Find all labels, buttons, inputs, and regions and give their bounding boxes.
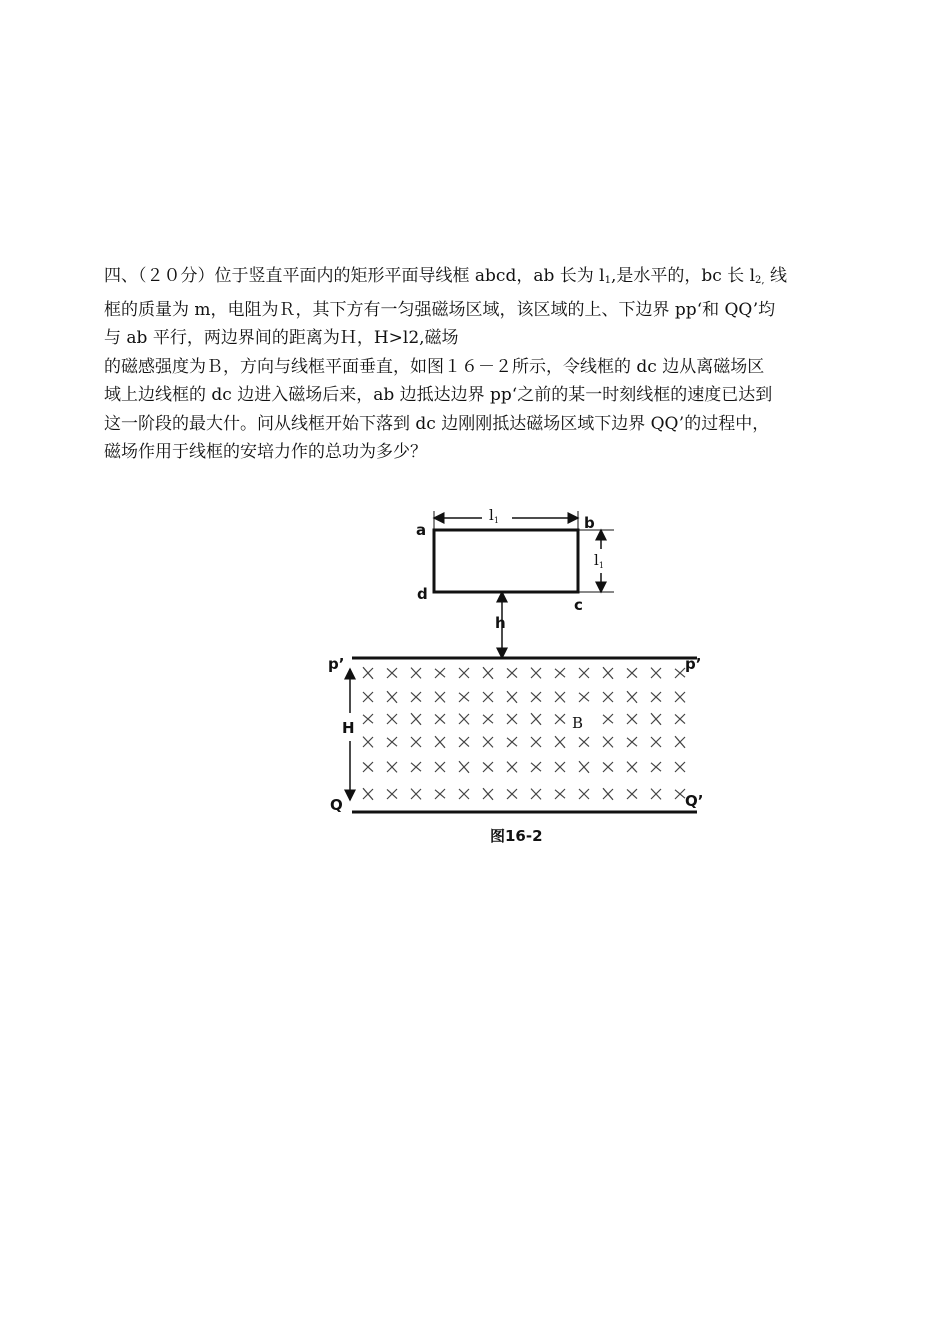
field-cross-mark xyxy=(531,692,541,702)
field-cross-mark xyxy=(555,789,565,799)
field-cross-mark xyxy=(411,762,421,772)
field-cross-mark xyxy=(459,668,469,678)
field-cross-mark xyxy=(603,762,613,772)
l1-subscript: 1 xyxy=(604,275,611,286)
field-cross-mark xyxy=(363,667,373,679)
problem-line-3: 与 ab 平行，两边界间的距离为Ｈ，H>l2,磁场 xyxy=(104,328,459,348)
field-cross-mark xyxy=(483,692,493,702)
H-label: H xyxy=(342,719,355,737)
line1-part-b: ,是水平的，bc 长 l xyxy=(610,266,756,286)
field-cross-mark xyxy=(435,668,445,678)
field-cross-mark xyxy=(459,692,469,702)
field-cross-mark xyxy=(363,762,373,772)
field-cross-mark xyxy=(579,737,589,747)
field-cross-mark xyxy=(555,668,565,678)
figure-16-2 xyxy=(322,497,712,857)
field-cross-mark xyxy=(387,737,397,747)
field-cross-mark xyxy=(675,762,685,772)
field-cross-mark xyxy=(435,692,445,703)
l2-subscript: 2, xyxy=(755,275,765,286)
field-cross-mark xyxy=(627,737,637,747)
field-cross-mark xyxy=(603,788,613,800)
field-cross-mark xyxy=(675,736,685,748)
field-cross-mark xyxy=(435,789,445,799)
field-cross-mark xyxy=(411,692,421,702)
field-cross-mark xyxy=(531,713,541,725)
field-cross-mark xyxy=(531,762,541,772)
field-cross-mark xyxy=(651,737,661,747)
field-cross-mark xyxy=(555,762,565,772)
q-left-label: Q xyxy=(330,796,343,814)
field-cross-mark xyxy=(627,789,637,799)
field-cross-mark xyxy=(435,762,445,772)
field-cross-mark xyxy=(675,692,685,703)
field-cross-mark xyxy=(651,668,661,679)
magnetic-field-crosses xyxy=(363,667,685,800)
field-cross-mark xyxy=(459,761,469,773)
field-cross-mark xyxy=(483,737,493,748)
figure-caption: 图16-2 xyxy=(490,827,543,845)
field-cross-mark xyxy=(651,692,661,702)
field-cross-mark xyxy=(531,789,541,800)
problem-text xyxy=(104,262,864,467)
line1-part-c: 线 xyxy=(764,266,787,286)
problem-line-5: 域上边线框的 dc 边进入磁场后来，ab 边抵达边界 pp‘之前的某一时刻线框的速度已达到 xyxy=(104,385,773,405)
field-cross-mark xyxy=(675,668,685,678)
field-cross-mark xyxy=(459,789,469,799)
p-left-label: p’ xyxy=(328,655,345,673)
field-cross-mark xyxy=(555,692,565,703)
field-cross-mark xyxy=(483,788,493,800)
field-cross-mark xyxy=(627,668,637,678)
field-cross-mark xyxy=(387,762,397,773)
field-cross-mark xyxy=(627,714,637,724)
q-right-label: Q’ xyxy=(685,792,704,810)
field-cross-mark xyxy=(363,737,373,748)
field-cross-mark xyxy=(555,736,565,748)
corner-c-label: c xyxy=(574,596,583,614)
problem-line-6: 这一阶段的最大什。问从线框开始下落到 dc 边刚刚抵达磁场区域下边界 QQ’的过程中， xyxy=(104,413,770,434)
problem-line-4: 的磁感强度为Ｂ，方向与线框平面垂直，如图１６－２所示，令线框的 dc 边从离磁场区 xyxy=(104,356,765,377)
corner-a-label: a xyxy=(416,521,427,539)
field-cross-mark xyxy=(531,668,541,679)
field-cross-mark xyxy=(387,668,397,678)
field-cross-mark xyxy=(555,714,565,724)
field-cross-mark xyxy=(507,668,517,678)
l2-label: $l_1$ xyxy=(594,551,604,570)
field-cross-mark xyxy=(363,788,373,800)
B-label: B xyxy=(572,714,584,732)
field-cross-mark xyxy=(507,714,517,724)
field-cross-mark xyxy=(603,692,613,702)
field-cross-mark xyxy=(411,668,421,679)
field-cross-mark xyxy=(411,737,421,747)
field-cross-mark xyxy=(387,714,397,724)
field-cross-mark xyxy=(387,691,397,703)
problem-line-2: 框的质量为 m，电阻为Ｒ，其下方有一匀强磁场区域，该区域的上、下边界 pp‘和 QQ’均 xyxy=(104,299,776,320)
field-cross-mark xyxy=(507,789,517,799)
field-cross-mark xyxy=(675,714,685,724)
field-cross-mark xyxy=(651,789,661,800)
field-cross-mark xyxy=(579,668,589,678)
field-cross-mark xyxy=(459,714,469,725)
field-cross-mark xyxy=(579,761,589,773)
corner-b-label: b xyxy=(584,514,595,532)
field-cross-mark xyxy=(483,762,493,772)
field-cross-mark xyxy=(363,714,373,724)
field-cross-mark xyxy=(483,667,493,679)
figure-svg xyxy=(322,497,712,857)
field-cross-mark xyxy=(507,762,517,773)
field-cross-mark xyxy=(603,737,613,748)
field-cross-mark xyxy=(411,789,421,800)
field-cross-mark xyxy=(627,762,637,773)
field-cross-mark xyxy=(507,737,517,747)
field-cross-mark xyxy=(459,737,469,747)
p-right-label: p’ xyxy=(685,655,702,673)
field-cross-mark xyxy=(603,714,613,724)
field-cross-mark xyxy=(483,714,493,724)
field-cross-mark xyxy=(675,789,685,799)
field-cross-mark xyxy=(531,737,541,747)
field-cross-mark xyxy=(411,713,421,725)
wire-frame-rect xyxy=(434,530,578,592)
field-cross-mark xyxy=(387,789,397,799)
l1-label: $l_1$ xyxy=(489,506,499,525)
field-cross-mark xyxy=(363,692,373,702)
field-cross-mark xyxy=(651,713,661,725)
field-cross-mark xyxy=(651,762,661,772)
problem-line-1 xyxy=(104,262,864,296)
field-cross-mark xyxy=(507,691,517,703)
field-cross-mark xyxy=(579,789,589,799)
field-cross-mark xyxy=(435,736,445,748)
field-cross-mark xyxy=(579,692,589,702)
field-cross-mark xyxy=(603,667,613,679)
line1-part-a: 四、（２０分）位于竖直平面内的矩形平面导线框 abcd，ab 长为 l xyxy=(104,266,605,286)
h-label: h xyxy=(495,614,506,632)
corner-d-label: d xyxy=(417,585,428,603)
field-cross-mark xyxy=(435,714,445,724)
field-cross-mark xyxy=(627,691,637,703)
problem-line-7: 磁场作用于线框的安培力作的总功为多少？ xyxy=(104,442,427,462)
